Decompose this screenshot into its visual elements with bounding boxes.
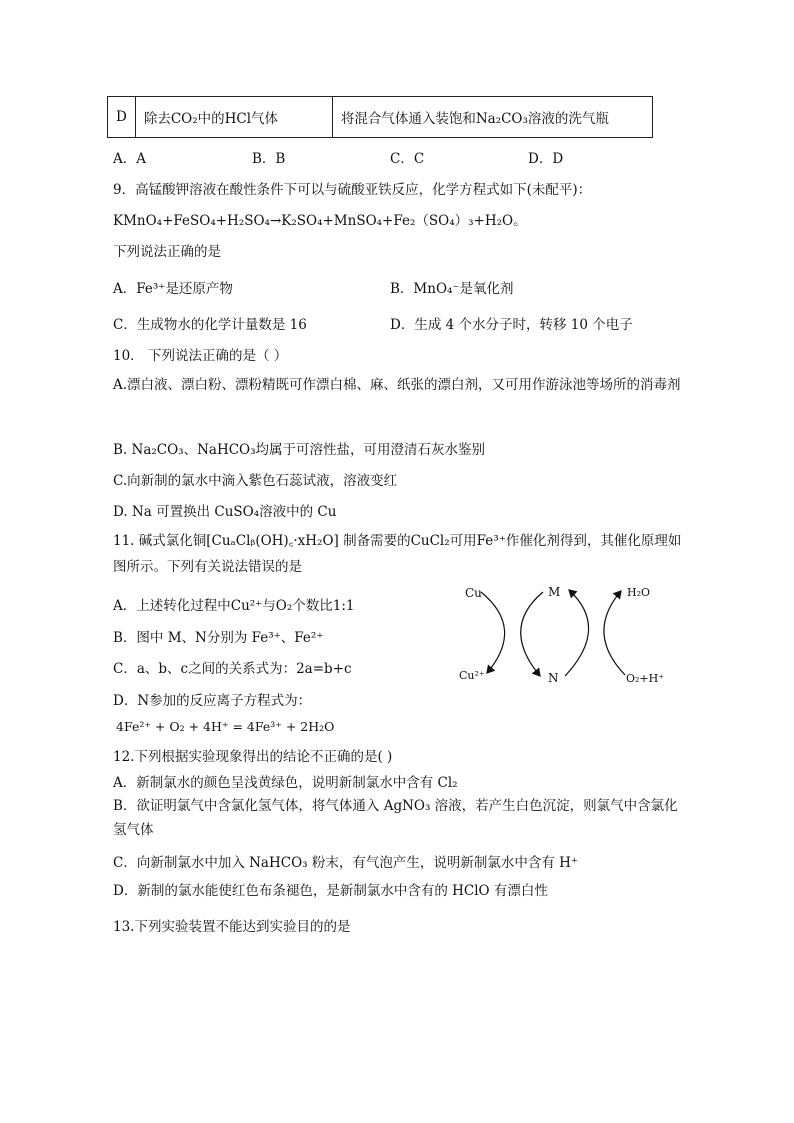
arrow-n-to-m xyxy=(565,590,589,676)
q12-option-c: C．向新制氯水中加入 NaHCO₃ 粉末，有气泡产生，说明新制氯水中含有 H⁺ xyxy=(113,855,579,871)
q10-option-c: C.向新制的氯水中滴入紫色石蕊试液，溶液变红 xyxy=(113,473,398,489)
arrow-m-to-n xyxy=(521,592,543,676)
q9-equation: KMnO₄+FeSO₄+H₂SO₄→K₂SO₄+MnSO₄+Fe₂（SO₄）₃+H₂O。 xyxy=(113,213,527,229)
q10-option-b: B. Na₂CO₃、NaHCO₃均属于可溶性盐，可用澄清石灰水鉴别 xyxy=(113,442,486,458)
q8-option-a: A．A xyxy=(113,151,146,167)
diagram-label-m: M xyxy=(548,585,561,599)
diagram-label-o2-h: O₂+H⁺ xyxy=(626,672,665,685)
diagram-label-cu2plus: Cu²⁺ xyxy=(459,669,485,682)
q9-option-a: A．Fe³⁺是还原产物 xyxy=(113,281,233,297)
q11-option-c: C．a、b、c之间的关系式为：2a=b+c xyxy=(113,661,352,677)
q9-stem: 9．高锰酸钾溶液在酸性条件下可以与硫酸亚铁反应，化学方程式如下(未配平)： xyxy=(113,182,592,198)
q10-option-d: D. Na 可置换出 CuSO₄溶液中的 Cu xyxy=(113,504,337,520)
option-table xyxy=(107,96,653,138)
q11-equation: 4Fe²⁺ + O₂ + 4H⁺ = 4Fe³⁺ + 2H₂O xyxy=(116,719,335,734)
arrow-cu-to-cu2plus xyxy=(481,592,505,673)
q11-option-b: B．图中 M、N分别为 Fe³⁺、Fe²⁺ xyxy=(113,630,324,646)
q8-option-d: D．D xyxy=(528,151,564,167)
q9-prompt: 下列说法正确的是 xyxy=(113,244,221,260)
q10-option-a: A.漂白液、漂白粉、漂粉精既可作漂白棉、麻、纸张的漂白剂，又可用作游泳池等场所的消毒剂 xyxy=(113,377,681,393)
q8-option-b: B．B xyxy=(252,151,286,167)
q11-option-a: A．上述转化过程中Cu²⁺与O₂个数比1:1 xyxy=(113,598,355,614)
diagram-label-n: N xyxy=(548,671,559,685)
q9-option-d: D．生成 4 个水分子时，转移 10 个电子 xyxy=(390,317,633,333)
q8-option-c: C．C xyxy=(390,151,425,167)
table-cell-method: 将混合气体通入装饱和Na₂CO₃溶液的洗气瓶 xyxy=(332,97,652,138)
table-cell-letter: D xyxy=(108,97,136,138)
q11-stem: 11. 碱式氯化铜[CuₐClᵦ(OH)꜀·xH₂O] 制备需要的CuCl₂可用Fe³⁺作催化剂得到，其催化原理如图所示。下列有关说法错误的是 xyxy=(113,533,682,575)
q11-option-d: D．N参加的反应离子方程式为： xyxy=(113,693,312,709)
q12-option-b: B．欲证明氯气中含氯化氢气体，将气体通入 AgNO₃ 溶液，若产生白色沉淀，则氯气中含氯化氢气体 xyxy=(113,798,678,838)
catalysis-diagram xyxy=(455,578,680,688)
q9-option-b: B．MnO₄⁻是氧化剂 xyxy=(390,281,514,297)
q12-option-d: D．新制的氯水能使红色布条褪色，是新制氯水中含有的 HClO 有漂白性 xyxy=(113,883,548,899)
diagram-label-cu: Cu xyxy=(465,586,482,600)
table-cell-purpose: 除去CO₂中的HCl气体 xyxy=(135,97,332,138)
diagram-label-h2o: H₂O xyxy=(627,586,651,599)
q13-stem: 13.下列实验装置不能达到实验目的的是 xyxy=(113,919,351,935)
arrow-o2-to-h2o xyxy=(604,591,625,675)
q10-stem: 10． 下列说法正确的是（ ） xyxy=(113,348,288,364)
q12-option-a: A．新制氯水的颜色呈浅黄绿色，说明新制氯水中含有 Cl₂ xyxy=(113,775,458,791)
q12-stem: 12.下列根据实验现象得出的结论不正确的是( ) xyxy=(113,749,393,765)
q9-option-c: C．生成物水的化学计量数是 16 xyxy=(113,317,307,333)
table-row xyxy=(108,97,653,138)
